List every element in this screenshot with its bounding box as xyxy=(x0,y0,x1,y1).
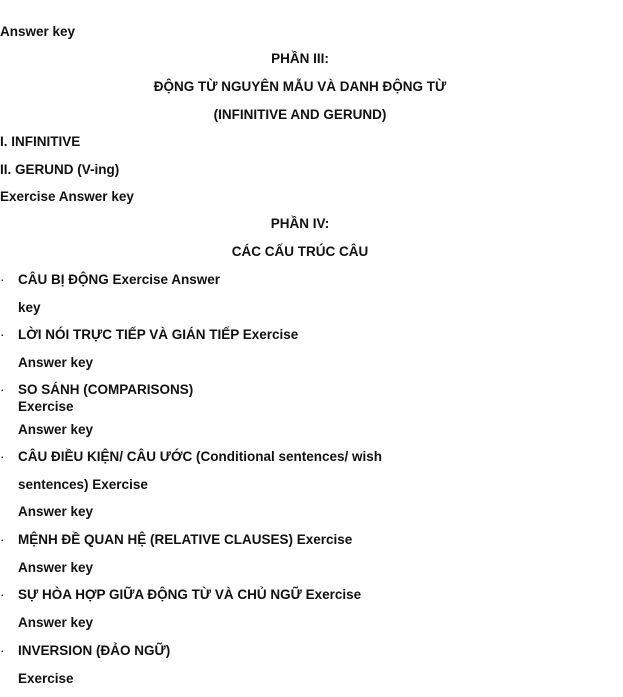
bullet-icon: · xyxy=(0,449,5,464)
bullet-icon: · xyxy=(0,327,5,342)
exercise-answer-key-line: Exercise Answer key xyxy=(0,189,134,204)
bullet-icon: · xyxy=(0,587,5,602)
passive-line: CÂU BỊ ĐỘNG Exercise Answer xyxy=(18,272,221,287)
inversion-line: INVERSION (ĐẢO NGỮ) xyxy=(18,643,171,658)
conditional-line: CÂU ĐIỀU KIỆN/ CÂU ƯỚC (Conditional sentences/ wish xyxy=(18,449,382,464)
gerund-line: II. GERUND (V-ing) xyxy=(0,162,120,177)
bullet-icon: · xyxy=(0,643,5,658)
conditional-cont-line: sentences) Exercise xyxy=(18,477,148,492)
answer-key-line: Answer key xyxy=(0,24,76,39)
reported-key-line: Answer key xyxy=(18,355,94,370)
conditional-key-line: Answer key xyxy=(18,504,94,519)
agreement-line: SỰ HÒA HỢP GIỮA ĐỘNG TỪ VÀ CHỦ NGỮ Exercise xyxy=(18,587,362,602)
part3-heading: PHẦN III: xyxy=(271,51,329,66)
part3-title: ĐỘNG TỪ NGUYÊN MẪU VÀ DANH ĐỘNG TỪ xyxy=(153,79,447,94)
comparisons-exercise-line: Exercise xyxy=(18,399,74,414)
bullet-icon: · xyxy=(0,382,5,397)
reported-line: LỜI NÓI TRỰC TIẾP VÀ GIÁN TIẾP Exercise xyxy=(18,327,299,342)
part4-heading: PHẦN IV: xyxy=(270,216,330,231)
comparisons-line: SO SÁNH (COMPARISONS) xyxy=(18,382,194,397)
part3-subtitle: (INFINITIVE AND GERUND) xyxy=(213,107,387,122)
passive-key-line: key xyxy=(18,300,41,315)
relative-key-line: Answer key xyxy=(18,560,94,575)
relative-line: MỆNH ĐỀ QUAN HỆ (RELATIVE CLAUSES) Exercise xyxy=(18,532,353,547)
inversion-exercise-line: Exercise xyxy=(18,671,74,686)
comparisons-key-line: Answer key xyxy=(18,422,94,437)
bullet-icon: · xyxy=(0,532,5,547)
part4-title: CÁC CẤU TRÚC CÂU xyxy=(231,244,369,259)
agreement-key-line: Answer key xyxy=(18,615,94,630)
bullet-icon: · xyxy=(0,272,5,287)
infinitive-line: I. INFINITIVE xyxy=(0,134,81,149)
